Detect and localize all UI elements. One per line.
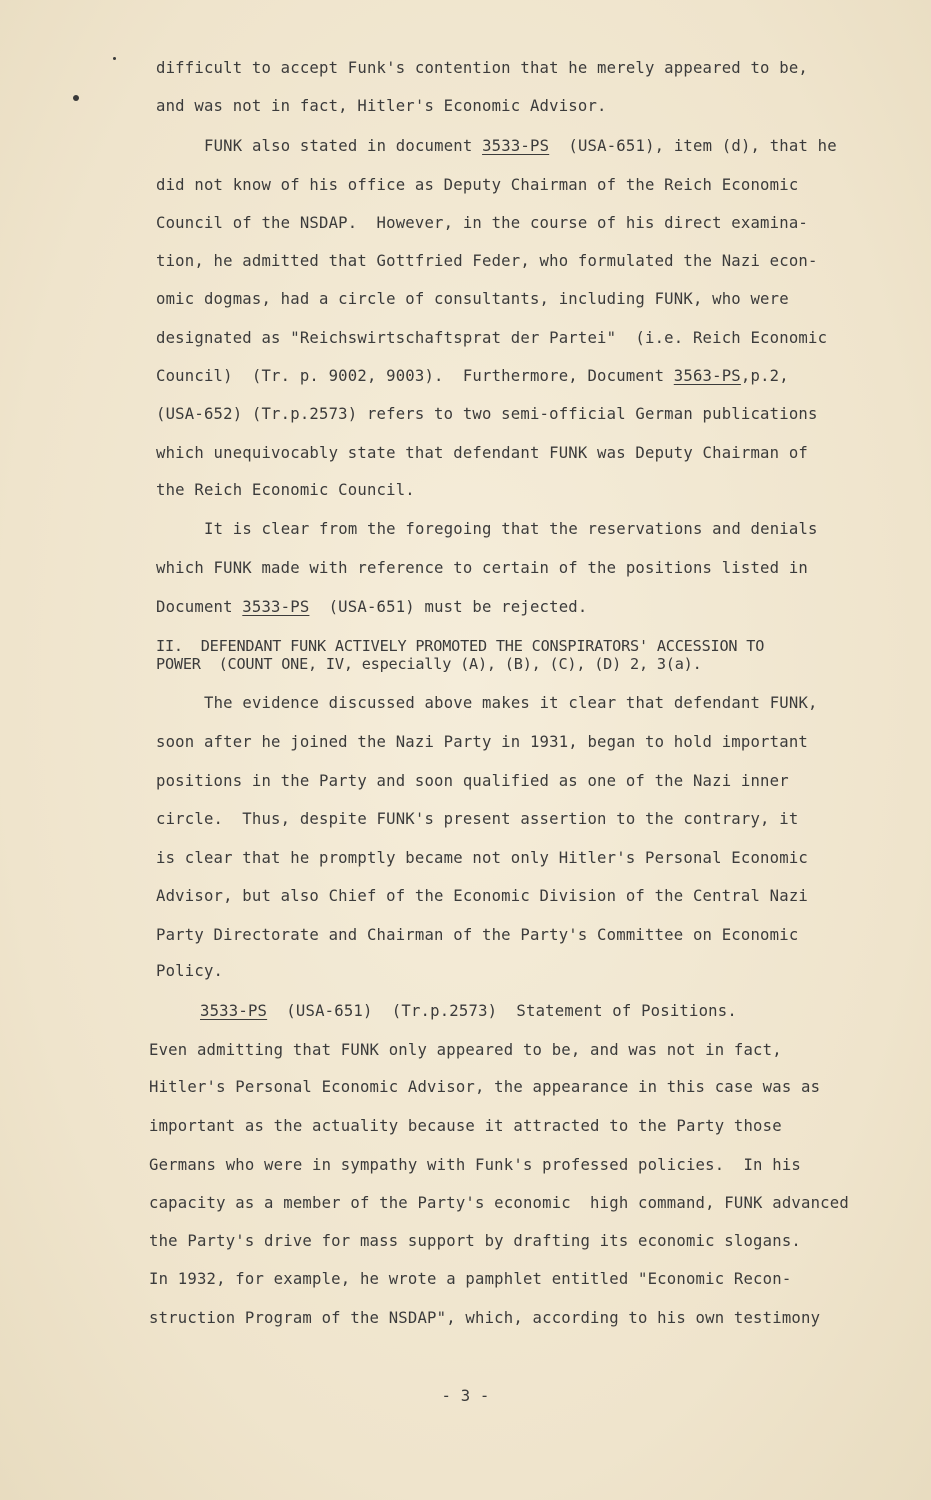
text-line: and was not in fact, Hitler's Economic Advisor.	[156, 97, 607, 115]
document-reference: 3533-PS	[482, 137, 550, 155]
text-line: tion, he admitted that Gottfried Feder, who formulated the Nazi econ-	[156, 252, 818, 270]
text-line: The evidence discussed above makes it clear that defendant FUNK,	[204, 694, 818, 712]
text-line: It is clear from the foregoing that the reservations and denials	[204, 520, 818, 538]
text-line: circle. Thus, despite FUNK's present assertion to the contrary, it	[156, 810, 799, 828]
text-line: did not know of his office as Deputy Chairman of the Reich Economic	[156, 176, 799, 194]
text-line: struction Program of the NSDAP", which, according to his own testimony	[149, 1309, 821, 1327]
text-line: the Party's drive for mass support by drafting its economic slogans.	[149, 1232, 801, 1250]
text-line: which unequivocably state that defendant FUNK was Deputy Chairman of	[156, 444, 808, 462]
ink-speck	[113, 57, 116, 60]
text-line: soon after he joined the Nazi Party in 1931, began to hold important	[156, 733, 808, 751]
text-line: designated as "Reichswirtschaftsprat der Partei" (i.e. Reich Economic	[156, 329, 828, 347]
text-line: (USA-652) (Tr.p.2573) refers to two semi-official German publications	[156, 405, 818, 423]
text-line: difficult to accept Funk's contention that he merely appeared to be,	[156, 59, 808, 77]
section-heading: POWER (COUNT ONE, IV, especially (A), (B), (C), (D) 2, 3(a).	[156, 655, 702, 673]
text-line: Policy.	[156, 962, 224, 980]
text-line: Even admitting that FUNK only appeared to be, and was not in fact,	[149, 1041, 782, 1059]
section-heading: II. DEFENDANT FUNK ACTIVELY PROMOTED THE CONSPIRATORS' ACCESSION TO	[156, 637, 765, 655]
text-line: FUNK also stated in document 3533-PS (USA-651), item (d), that he	[204, 137, 837, 155]
text-line: Document 3533-PS (USA-651) must be rejected.	[156, 598, 588, 616]
text-line: Hitler's Personal Economic Advisor, the appearance in this case was as	[149, 1078, 821, 1096]
text-line: Council) (Tr. p. 9002, 9003). Furthermore, Document 3563-PS,p.2,	[156, 367, 789, 385]
text-line: Advisor, but also Chief of the Economic Division of the Central Nazi	[156, 887, 808, 905]
text-line: capacity as a member of the Party's economic high command, FUNK advanced	[149, 1194, 849, 1212]
text-line: Party Directorate and Chairman of the Party's Committee on Economic	[156, 926, 799, 944]
text-line: positions in the Party and soon qualified as one of the Nazi inner	[156, 772, 789, 790]
document-reference: 3563-PS	[673, 367, 741, 385]
document-reference: 3533-PS	[242, 598, 310, 616]
page-number: - 3 -	[441, 1387, 490, 1405]
ink-speck	[73, 95, 79, 101]
text-line: In 1932, for example, he wrote a pamphlet entitled "Economic Recon-	[149, 1270, 792, 1288]
text-line: which FUNK made with reference to certain of the positions listed in	[156, 559, 808, 577]
text-line: omic dogmas, had a circle of consultants, including FUNK, who were	[156, 290, 789, 308]
text-line: Germans who were in sympathy with Funk's professed policies. In his	[149, 1156, 801, 1174]
citation-line: 3533-PS (USA-651) (Tr.p.2573) Statement of Positions.	[200, 1002, 737, 1020]
text-line: important as the actuality because it attracted to the Party those	[149, 1117, 782, 1135]
text-line: is clear that he promptly became not only Hitler's Personal Economic	[156, 849, 808, 867]
document-reference: 3533-PS	[200, 1002, 268, 1020]
text-line: Council of the NSDAP. However, in the course of his direct examina-	[156, 214, 808, 232]
text-line: the Reich Economic Council.	[156, 481, 415, 499]
